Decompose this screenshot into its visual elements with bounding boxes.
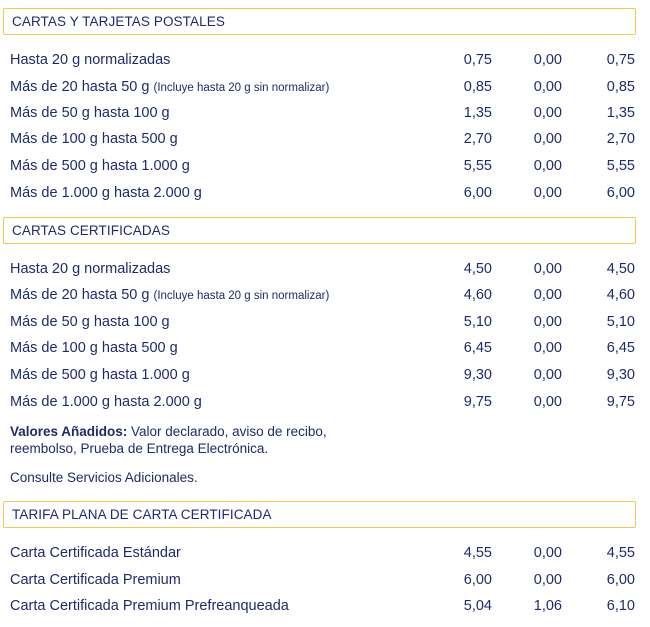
row-label: Más de 100 g hasta 500 g xyxy=(10,340,178,356)
value-col-3: 4,60 xyxy=(606,287,635,303)
table-row xyxy=(10,155,640,177)
value-col-1: 4,55 xyxy=(463,545,492,561)
table-row xyxy=(10,337,640,359)
value-col-2: 0,00 xyxy=(533,287,562,303)
row-note: (Incluye hasta 20 g sin normalizar) xyxy=(153,82,330,94)
value-col-3: 6,10 xyxy=(606,598,635,614)
value-col-1: 0,85 xyxy=(463,79,492,95)
section-header-tarifa-plana xyxy=(3,501,636,528)
table-row xyxy=(10,364,640,386)
value-col-1: 2,70 xyxy=(463,131,492,147)
row-label: Más de 1.000 g hasta 2.000 g xyxy=(10,394,202,410)
table-row xyxy=(10,128,640,150)
value-col-3: 9,30 xyxy=(606,367,635,383)
section-header-cartas-postales xyxy=(3,8,636,35)
section-header-cartas-certificadas xyxy=(3,217,636,244)
value-col-2: 0,00 xyxy=(533,394,562,410)
table-row xyxy=(10,284,640,306)
value-col-2: 0,00 xyxy=(533,158,562,174)
value-col-3: 1,35 xyxy=(606,105,635,121)
section-title: CARTAS CERTIFICADAS xyxy=(12,223,170,238)
row-label: Más de 20 hasta 50 g (Incluye hasta 20 g sin normalizar) xyxy=(10,79,330,95)
row-label: Más de 500 g hasta 1.000 g xyxy=(10,367,190,383)
value-col-2: 0,00 xyxy=(533,185,562,201)
value-col-3: 0,85 xyxy=(606,79,635,95)
value-col-3: 0,75 xyxy=(606,52,635,68)
table-row xyxy=(10,49,640,71)
value-col-3: 4,55 xyxy=(606,545,635,561)
table-row xyxy=(10,595,640,617)
table-row xyxy=(10,542,640,564)
valores-anadidos-note xyxy=(10,423,430,457)
value-col-1: 9,30 xyxy=(463,367,492,383)
value-col-2: 0,00 xyxy=(533,79,562,95)
row-label: Carta Certificada Estándar xyxy=(10,545,181,561)
value-col-1: 5,55 xyxy=(463,158,492,174)
table-row xyxy=(10,182,640,204)
table-row xyxy=(10,391,640,413)
consulte-servicios-note xyxy=(10,469,430,486)
table-row xyxy=(10,258,640,280)
section-title: TARIFA PLANA DE CARTA CERTIFICADA xyxy=(12,507,272,522)
value-col-1: 5,10 xyxy=(463,314,492,330)
table-row xyxy=(10,569,640,591)
table-row xyxy=(10,311,640,333)
value-col-1: 1,35 xyxy=(463,105,492,121)
value-col-3: 2,70 xyxy=(606,131,635,147)
value-col-2: 0,00 xyxy=(533,261,562,277)
row-label: Hasta 20 g normalizadas xyxy=(10,261,171,277)
value-col-1: 4,50 xyxy=(463,261,492,277)
value-col-3: 9,75 xyxy=(606,394,635,410)
row-label: Carta Certificada Premium xyxy=(10,572,181,588)
value-col-3: 4,50 xyxy=(606,261,635,277)
row-note: (Incluye hasta 20 g sin normalizar) xyxy=(153,290,330,302)
value-col-2: 0,00 xyxy=(533,572,562,588)
row-label: Más de 500 g hasta 1.000 g xyxy=(10,158,190,174)
value-col-1: 0,75 xyxy=(463,52,492,68)
value-col-2: 0,00 xyxy=(533,367,562,383)
value-col-2: 0,00 xyxy=(533,131,562,147)
row-label: Más de 1.000 g hasta 2.000 g xyxy=(10,185,202,201)
value-col-1: 6,00 xyxy=(463,572,492,588)
value-col-3: 5,55 xyxy=(606,158,635,174)
value-col-1: 4,60 xyxy=(463,287,492,303)
row-label: Hasta 20 g normalizadas xyxy=(10,52,171,68)
value-col-2: 0,00 xyxy=(533,52,562,68)
value-col-3: 6,00 xyxy=(606,185,635,201)
value-col-1: 5,04 xyxy=(463,598,492,614)
value-col-3: 6,00 xyxy=(606,572,635,588)
section-title: CARTAS Y TARJETAS POSTALES xyxy=(12,14,225,29)
value-col-2: 0,00 xyxy=(533,545,562,561)
valores-anadidos-line2: reembolso, Prueba de Entrega Electrónica. xyxy=(10,441,269,456)
value-col-3: 6,45 xyxy=(606,340,635,356)
row-label: Más de 50 g hasta 100 g xyxy=(10,314,170,330)
row-label: Más de 100 g hasta 500 g xyxy=(10,131,178,147)
value-col-1: 9,75 xyxy=(463,394,492,410)
value-col-1: 6,45 xyxy=(463,340,492,356)
value-col-2: 1,06 xyxy=(533,598,562,614)
table-row xyxy=(10,76,640,98)
row-label: Más de 20 hasta 50 g (Incluye hasta 20 g sin normalizar) xyxy=(10,287,330,303)
row-label: Más de 50 g hasta 100 g xyxy=(10,105,170,121)
value-col-2: 0,00 xyxy=(533,340,562,356)
row-label: Carta Certificada Premium Prefreanqueada xyxy=(10,598,289,614)
valores-anadidos-line1: Valor declarado, aviso de recibo, xyxy=(127,424,327,439)
value-col-1: 6,00 xyxy=(463,185,492,201)
value-col-2: 0,00 xyxy=(533,314,562,330)
valores-anadidos-label: Valores Añadidos: xyxy=(10,424,128,439)
value-col-3: 5,10 xyxy=(606,314,635,330)
consulte-servicios-text: Consulte Servicios Adicionales. xyxy=(10,470,198,485)
value-col-2: 0,00 xyxy=(533,105,562,121)
table-row xyxy=(10,102,640,124)
